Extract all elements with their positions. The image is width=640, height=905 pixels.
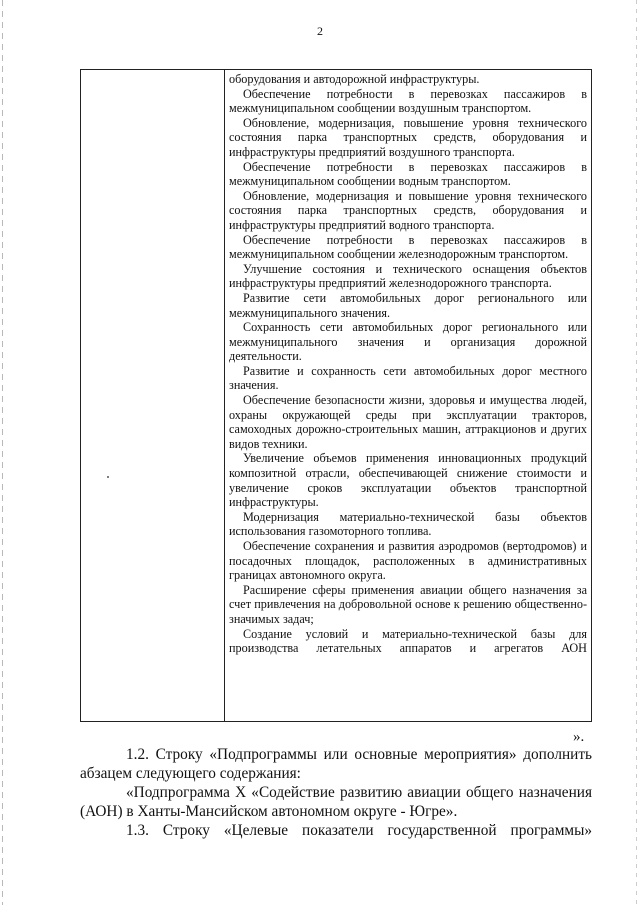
- table-paragraph: Обеспечение потребности в перевозках пассажиров в межмуниципальном сообщении воздушным транспортом.: [229, 86, 587, 116]
- table-paragraph: оборудования и автодорожной инфраструктуры.: [229, 72, 480, 86]
- table-paragraph: Обеспечение потребности в перевозках пассажиров в межмуниципальном сообщении водным транспортом.: [229, 159, 587, 189]
- table-paragraph: Обеспечение сохранения и развития аэродромов (вертодромов) и посадочных площадок, расположенных в административных границах автономного округа.: [229, 539, 587, 583]
- closing-quote: ».: [573, 729, 585, 745]
- table-right-column: [229, 72, 587, 656]
- table-paragraph: Обеспечение безопасности жизни, здоровья и имущества людей, охраны окружающей среды при эксплуатации тракторов, самоходных дорожно-строительных машин, аттракционов и других видов техники.: [229, 393, 587, 451]
- table-paragraph: Обновление, модернизация и повышение уровня технического состояния парка транспортных средств, оборудования и инфраструктуры предприятий водного транспорта.: [229, 188, 587, 232]
- scan-edge-left: [2, 0, 3, 905]
- body-text: [80, 745, 592, 840]
- table-column-divider: [224, 69, 225, 722]
- table-paragraph: Увеличение объемов применения инновационных продукций композитной отрасли, обеспечивающей снижение стоимости и увеличение сроков эксплуатации объектов транспортной инфраструктуры.: [229, 451, 587, 510]
- table-paragraph: Развитие и сохранность сети автомобильных дорог местного значения.: [229, 363, 587, 393]
- table-paragraph: Обеспечение потребности в перевозках пассажиров в межмуниципальном сообщении железнодорожным транспортом.: [229, 232, 587, 262]
- body-paragraph: «Подпрограмма X «Содействие развитию авиации общего назначения (АОН) в Ханты-Мансийском автономном округе - Югре».: [80, 784, 592, 820]
- table-paragraph: Развитие сети автомобильных дорог регионального или межмуниципального значения.: [229, 290, 587, 320]
- scan-speck: [107, 476, 109, 478]
- page-number: 2: [317, 24, 323, 38]
- body-paragraph: 1.2. Строку «Подпрограммы или основные мероприятия» дополнить абзацем следующего содержания:: [80, 746, 592, 782]
- table-paragraph: Модернизация материально-технической базы объектов использования газомоторного топлива.: [229, 509, 587, 539]
- table-paragraph: Сохранность сети автомобильных дорог регионального или межмуниципального значения и организация дорожной деятельности.: [229, 320, 587, 364]
- body-paragraph: 1.3. Строку «Целевые показатели государственной программы»: [126, 822, 592, 839]
- table-paragraph: Создание условий и материально-технической базы для производства летательных аппаратов и агрегатов АОН: [229, 626, 587, 656]
- table-paragraph: Расширение сферы применения авиации общего назначения за счет привлечения на добровольной основе к решению общественно-значимых задач;: [229, 582, 587, 626]
- scan-edge-right: [636, 0, 637, 905]
- table-paragraph: Улучшение состояния и технического оснащения объектов инфраструктуры предприятий железнодорожного транспорта.: [229, 261, 587, 291]
- table-paragraph: Обновление, модернизация, повышение уровня технического состояния парка транспортных средств, оборудования и инфраструктуры предприятий воздушного транспорта.: [229, 115, 587, 159]
